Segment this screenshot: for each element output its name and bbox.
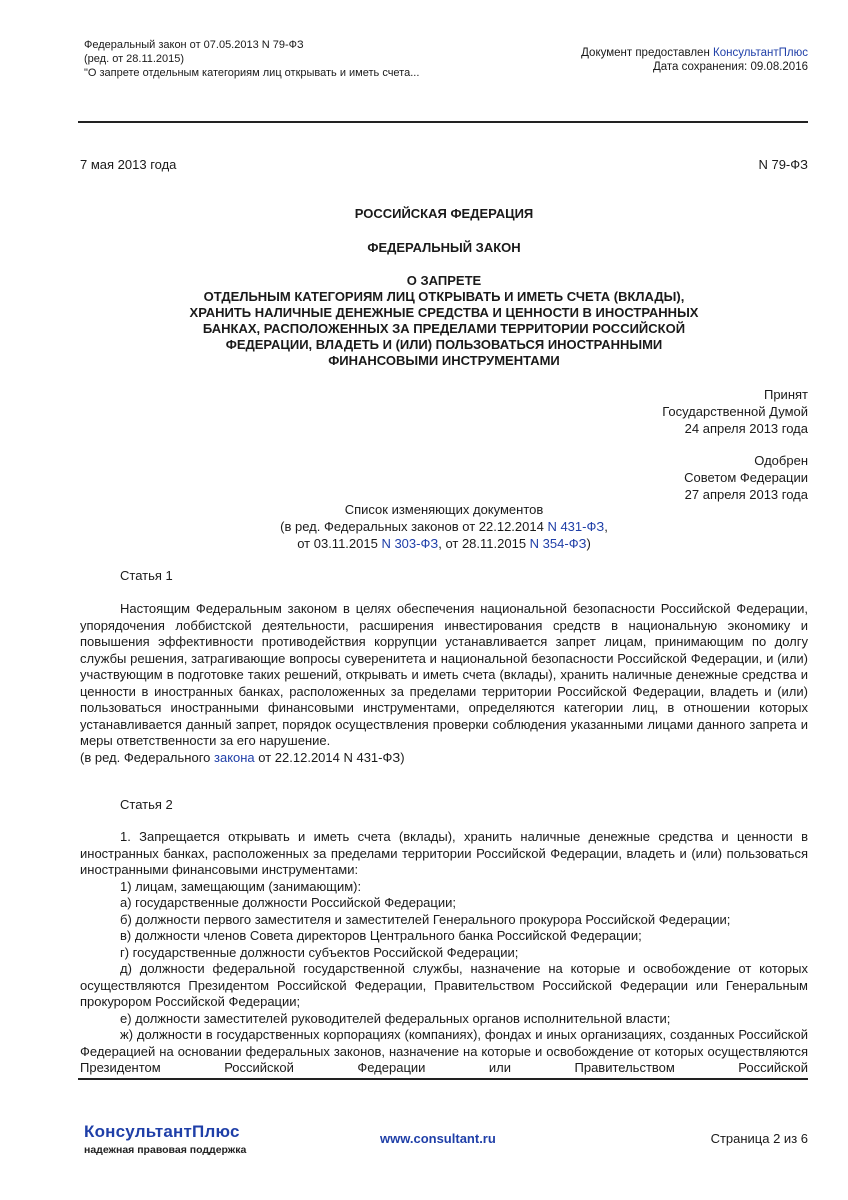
- adopted-date: 24 апреля 2013 года: [684, 421, 808, 436]
- adopted-block: [662, 386, 808, 437]
- provider-link[interactable]: КонсультантПлюс: [713, 47, 808, 59]
- article-1-note: (в ред. Федерального закона от 22.12.2014 N 431-ФЗ): [80, 749, 405, 765]
- law-date: 7 мая 2013 года: [80, 157, 177, 172]
- list-item: г) государственные должности субъектов Российской Федерации;: [120, 944, 519, 960]
- law-title-line: ФЕДЕРАЦИИ, ВЛАДЕТЬ И (ИЛИ) ПОЛЬЗОВАТЬСЯ ИНОСТРАННЫМИ: [225, 337, 663, 352]
- list-item: в) должности членов Совета директоров Центрального банка Российской Федерации;: [120, 928, 642, 943]
- article-2-body: [80, 829, 808, 1077]
- adopted-body: Государственной Думой: [662, 404, 808, 419]
- document-provider-info: [581, 46, 808, 74]
- approved-label: Одобрен: [754, 453, 808, 468]
- law-type-heading: ФЕДЕРАЛЬНЫЙ ЗАКОН: [367, 240, 521, 255]
- brand-logo-text: КонсультантПлюс: [84, 1122, 240, 1141]
- law-title-line: ОТДЕЛЬНЫМ КАТЕГОРИЯМ ЛИЦ ОТКРЫВАТЬ И ИМЕТЬ СЧЕТА (ВКЛАДЫ),: [203, 289, 685, 304]
- provided-by: Документ предоставлен КонсультантПлюс: [581, 47, 808, 59]
- law-title-line: О ЗАПРЕТЕ: [406, 273, 482, 288]
- law-date-line: [80, 157, 808, 172]
- list-item: а) государственные должности Российской Федерации;: [120, 895, 456, 910]
- footer-brand: [84, 1122, 246, 1156]
- adopted-label: Принят: [763, 387, 808, 402]
- amendment-link-303[interactable]: N 303-ФЗ: [381, 536, 439, 551]
- save-date: Дата сохранения: 09.08.2016: [652, 61, 808, 73]
- amendments-line-1: (в ред. Федеральных законов от 22.12.2014 N 431-ФЗ,: [280, 519, 608, 534]
- list-item: б) должности первого заместителя и заместителей Генерального прокурора Российской Федерации;: [120, 911, 731, 927]
- law-title: [80, 273, 808, 369]
- amendments-list: [80, 501, 808, 552]
- law-title-line: ФИНАНСОВЫМИ ИНСТРУМЕНТАМИ: [328, 353, 560, 368]
- list-item: 1) лицам, замещающим (занимающим):: [120, 878, 362, 894]
- list-item: е) должности заместителей руководителей федеральных органов исполнительной власти;: [120, 1010, 671, 1026]
- amendments-heading: Список изменяющих документов: [344, 502, 544, 517]
- header-divider: [78, 121, 808, 123]
- law-title-line: БАНКАХ, РАСПОЛОЖЕННЫХ ЗА ПРЕДЕЛАМИ ТЕРРИТОРИИ РОССИЙСКОЙ: [202, 321, 686, 336]
- header-law-name: Федеральный закон от 07.05.2013 N 79-ФЗ: [84, 39, 304, 51]
- article-1-text: Настоящим Федеральным законом в целях обеспечения национальной безопасности Российской Федерации, упорядочения лоббистской деятельности, расширения инвестирования средств в национальную экономику и повышения эффективности противодействия коррупции устанавливается запрет лицам, принимающим по долгу службы решения, затрагивающие вопросы суверенитета и национальной безопасности Российской Федерации, и (или) участвующим в подготовке таких решений, открывать и иметь счета (вклады), хранить наличные денежные средства и ценности в иностранных банках, расположенных за пределами территории Российской Федерации, владеть и (или) пользоваться иностранными финансовыми инструментами, определяются категории лиц, в отношении которых устанавливается данный запрет, порядок осуществления проверки соблюдения указанными лицами данного запрета и меры ответственности за его нарушение.: [80, 601, 808, 748]
- list-item: д) должности федеральной государственной службы, назначение на которые и освобождение от которых осуществляются Президентом Российской Федерации, Правительством Российской Федерации или Генеральным прокурором Российской Федерации;: [80, 961, 808, 1009]
- footer-divider: [78, 1078, 808, 1080]
- country-heading: РОССИЙСКАЯ ФЕДЕРАЦИЯ: [354, 206, 534, 221]
- list-item: ж) должности в государственных корпорациях (компаниях), фондах и иных организациях, созданных Российской Федерацией на основании федеральных законов, назначение на которые и освобождение от которых осуществляются Президентом Российской Федерации или Правительством Российской: [80, 1027, 808, 1075]
- law-number: N 79-ФЗ: [758, 157, 808, 172]
- brand-tagline: надежная правовая поддержка: [84, 1144, 247, 1156]
- article-1-law-link[interactable]: закона: [214, 749, 255, 765]
- page-number: Страница 2 из 6: [710, 1131, 808, 1146]
- approved-block: [684, 452, 808, 503]
- document-header-info: [84, 38, 419, 80]
- approved-date: 27 апреля 2013 года: [684, 487, 808, 502]
- article-2-heading: Статья 2: [120, 797, 173, 812]
- header-revision: (ред. от 28.11.2015): [84, 53, 185, 65]
- article-1-body: [80, 601, 808, 766]
- site-link[interactable]: www.consultant.ru: [380, 1131, 496, 1146]
- law-title-line: ХРАНИТЬ НАЛИЧНЫЕ ДЕНЕЖНЫЕ СРЕДСТВА И ЦЕННОСТИ В ИНОСТРАННЫХ: [189, 305, 699, 320]
- approved-body: Советом Федерации: [684, 470, 808, 485]
- amendment-link-354[interactable]: N 354-ФЗ: [529, 536, 587, 551]
- amendment-link-431[interactable]: N 431-ФЗ: [547, 519, 605, 534]
- article-2-paragraph-1: 1. Запрещается открывать и иметь счета (вклады), хранить наличные денежные средства и ценности в иностранных банках, расположенных за пределами территории Российской Федерации, владеть и (или) пользоваться иностранными финансовыми инструментами:: [80, 829, 808, 877]
- amendments-line-2: от 03.11.2015 N 303-ФЗ, от 28.11.2015 N 354-ФЗ): [297, 536, 591, 551]
- header-law-title: "О запрете отдельным категориям лиц открывать и иметь счета...: [84, 67, 420, 79]
- article-1-heading: Статья 1: [120, 568, 173, 583]
